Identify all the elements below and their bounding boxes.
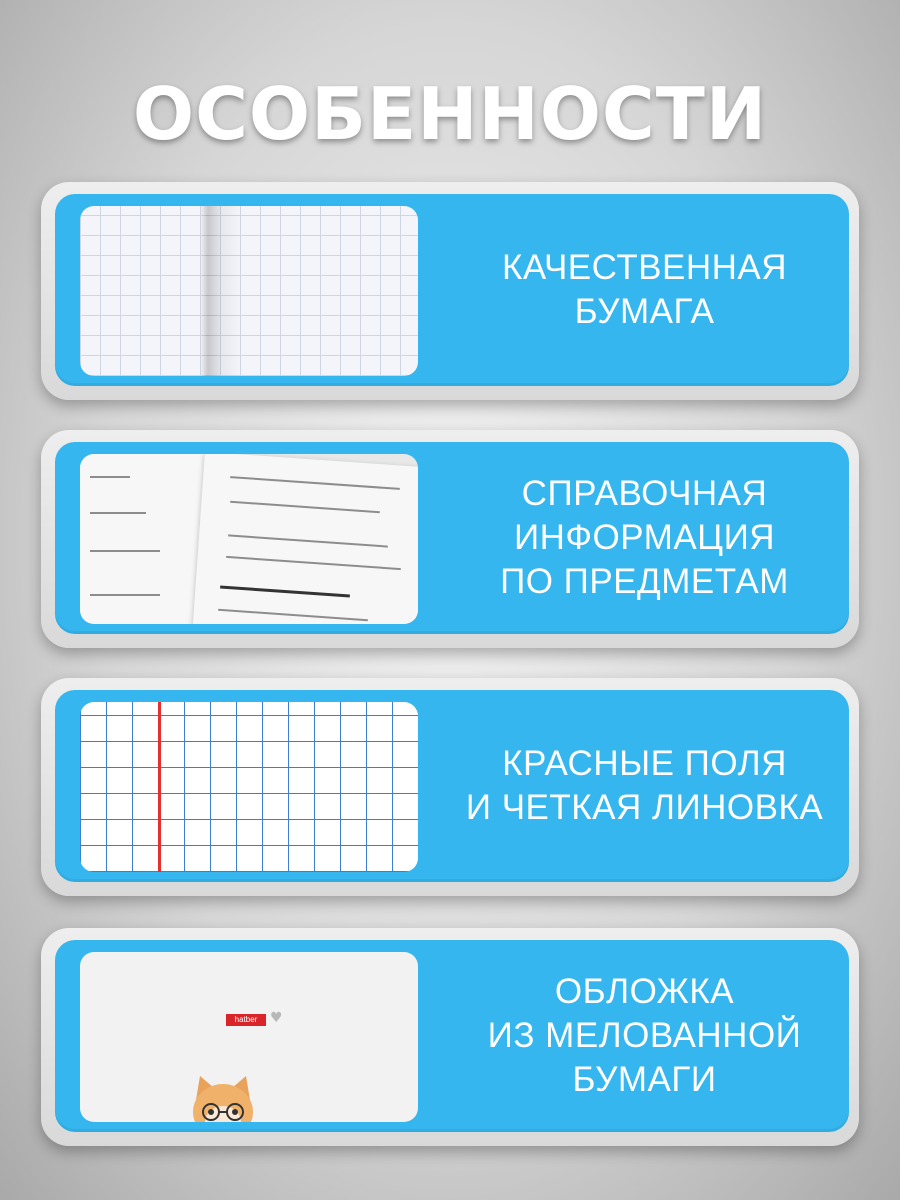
feature-caption xyxy=(450,940,839,1132)
caption-line: КАЧЕСТВЕННАЯ xyxy=(501,248,788,287)
feature-card-body xyxy=(55,940,849,1132)
caption-line: ПО ПРЕДМЕТАМ xyxy=(500,562,789,601)
feature-card-paper xyxy=(41,182,859,400)
feature-card-body xyxy=(55,690,849,882)
caption-line: И ЧЕТКАЯ ЛИНОВКА xyxy=(465,788,824,827)
cover-image xyxy=(80,952,418,1122)
red-margin-line xyxy=(158,702,161,872)
feature-card-body xyxy=(55,442,849,634)
caption-line: БУМАГА xyxy=(574,292,715,331)
caption-line: ОБЛОЖКА xyxy=(554,972,735,1011)
feature-caption xyxy=(450,194,839,386)
feature-card-ruling xyxy=(41,678,859,896)
caption-line: КРАСНЫЕ ПОЛЯ xyxy=(502,744,787,783)
caption-line: СПРАВОЧНАЯ xyxy=(521,474,768,513)
heart-icon: ♥ xyxy=(270,1010,283,1026)
feature-card-body xyxy=(55,194,849,386)
feature-card-reference xyxy=(41,430,859,648)
caption-line: ИНФОРМАЦИЯ xyxy=(513,518,776,557)
reference-pages-image xyxy=(80,454,418,624)
grid-ruling-image xyxy=(80,702,418,872)
notebook-paper-image xyxy=(80,206,418,376)
feature-caption xyxy=(450,442,839,634)
feature-card-cover xyxy=(41,928,859,1146)
caption-line: БУМАГИ xyxy=(572,1060,717,1099)
cat-illustration-icon xyxy=(190,1070,256,1122)
page-title: ОСОБЕННОСТИ xyxy=(132,72,768,156)
feature-caption xyxy=(450,690,839,882)
caption-line: ИЗ МЕЛОВАННОЙ xyxy=(487,1016,802,1055)
brand-logo: hatber xyxy=(226,1014,266,1026)
